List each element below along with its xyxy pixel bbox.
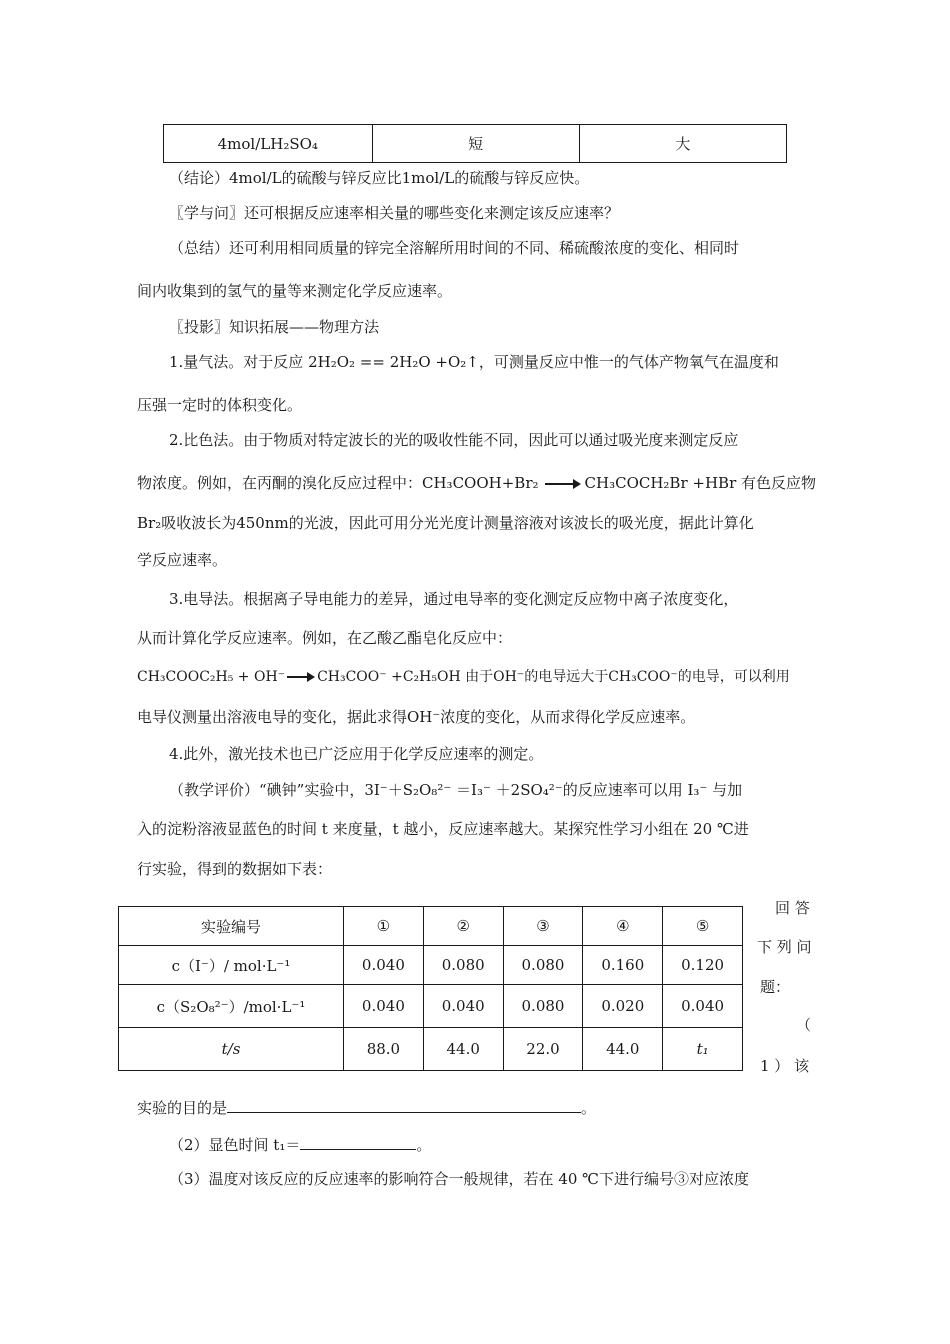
table-row: [119, 985, 743, 1028]
evaluation-line-2: 入的淀粉溶液显蓝色的时间 t 来度量，t 越小，反应速率越大。某探究性学习小组在 20 ℃进: [137, 820, 749, 838]
question-1-text: 实验的目的是: [137, 1099, 228, 1117]
table-cell: 4mol/LH₂SO₄: [164, 125, 373, 163]
table-header-cell: ①: [344, 907, 424, 946]
side-text: 回 答: [775, 899, 810, 917]
table-cell: 44.0: [583, 1028, 663, 1071]
evaluation-line-1: （教学评价）“碘钟”实验中，3I⁻＋S₂O₈²⁻ ＝I₃⁻ ＋2SO₄²⁻的反应速率可以用 I₃⁻ 与加: [169, 781, 743, 799]
table-row: [119, 946, 743, 985]
table-cell: 0.080: [503, 985, 583, 1028]
table-cell: 0.040: [344, 946, 424, 985]
table-header-cell: ③: [503, 907, 583, 946]
method2-line-4: 学反应速率。: [137, 551, 228, 569]
table-cell: 0.080: [423, 946, 503, 985]
method3-line-1: 3.电导法。根据离子导电能力的差异，通过电导率的变化测定反应物中离子浓度变化，: [169, 590, 739, 608]
reaction-reactants: 物浓度。例如，在丙酮的溴化反应过程中：CH₃COOH+Br₂: [137, 474, 539, 492]
table-cell: 大: [579, 125, 786, 163]
table-row-label: c（S₂O₈²⁻）/mol·L⁻¹: [119, 985, 344, 1028]
summary-line-2: 间内收集到的氢气的量等来测定化学反应速率。: [137, 282, 453, 300]
table-cell: 22.0: [503, 1028, 583, 1071]
side-text: （: [796, 1016, 812, 1034]
table-cell: 0.040: [663, 985, 743, 1028]
table-cell: t₁: [663, 1028, 743, 1071]
reaction-arrow-icon: [287, 676, 313, 678]
table-cell: 0.040: [344, 985, 424, 1028]
conclusion-paragraph: （结论）4mol/L的硫酸与锌反应比1mol/L的硫酸与锌反应快。: [169, 169, 590, 187]
method2-line-3: Br₂吸收波长为450nm的光波，因此可用分光光度计测量溶液对该波长的吸光度，据此计算化: [137, 514, 754, 532]
projection-heading: 〖投影〗知识拓展——物理方法: [169, 318, 380, 336]
answer-blank-1[interactable]: [227, 1096, 581, 1113]
side-text: 下 列 问: [757, 938, 812, 956]
iodine-clock-table: [118, 906, 743, 1071]
table-cell: 0.080: [503, 946, 583, 985]
reaction-arrow-icon: [545, 483, 579, 485]
method2-line-2: [137, 471, 816, 495]
table-cell: 0.160: [583, 946, 663, 985]
side-text: 题：: [760, 978, 791, 996]
method2-line-1: 2.比色法。由于物质对特定波长的光的吸收性能不同，因此可以通过吸光度来测定反应: [169, 431, 739, 449]
table-cell: 短: [372, 125, 579, 163]
table-header-row: [119, 907, 743, 946]
table-row-label: c（I⁻）/ mol·L⁻¹: [119, 946, 344, 985]
question-1-line: [137, 1096, 596, 1120]
question-2-end: 。: [416, 1136, 432, 1154]
results-table-top: [163, 124, 787, 163]
method3-line-4: 电导仪测量出溶液电导的变化，据此求得OH⁻浓度的变化，从而求得化学反应速率。: [137, 708, 696, 726]
method1-line-1: 1.量气法。对于反应 2H₂O₂ == 2H₂O +O₂↑，可测量反应中惟一的气体产物氧气在温度和: [169, 353, 779, 371]
question-paragraph: 〖学与问〗还可根据反应速率相关量的哪些变化来测定该反应速率？: [169, 204, 620, 222]
answer-blank-2[interactable]: [300, 1133, 416, 1150]
table-row-label: t/s: [119, 1028, 344, 1071]
side-text: 1 ） 该: [760, 1057, 810, 1075]
evaluation-line-3: 行实验，得到的数据如下表：: [137, 860, 333, 878]
saponification-reactants: CH₃COOC₂H₅ + OH⁻: [137, 669, 286, 685]
table-header-cell: 实验编号: [119, 907, 344, 946]
table-header-cell: ⑤: [663, 907, 743, 946]
table-cell: 88.0: [344, 1028, 424, 1071]
method3-line-2: 从而计算化学反应速率。例如，在乙酸乙酯皂化反应中：: [137, 629, 513, 647]
table-row: [164, 125, 787, 163]
question-2-line: [169, 1133, 431, 1157]
reaction-products: CH₃COCH₂Br +HBr 有色反应物: [584, 474, 817, 492]
table-header-cell: ②: [423, 907, 503, 946]
question-3-line: （3）温度对该反应的反应速率的影响符合一般规律，若在 40 ℃下进行编号③对应浓度: [169, 1170, 749, 1188]
table-cell: 0.040: [423, 985, 503, 1028]
method4-line: 4.此外，激光技术也已广泛应用于化学反应速率的测定。: [169, 745, 544, 763]
question-1-end: 。: [581, 1099, 597, 1117]
table-cell: 0.120: [663, 946, 743, 985]
question-2-text: （2）显色时间 t₁＝: [169, 1136, 301, 1154]
table-header-cell: ④: [583, 907, 663, 946]
table-row: [119, 1028, 743, 1071]
table-cell: 0.020: [583, 985, 663, 1028]
summary-line-1: （总结）还可利用相同质量的锌完全溶解所用时间的不同、稀硫酸浓度的变化、相同时: [169, 239, 740, 257]
table-cell: 44.0: [423, 1028, 503, 1071]
saponification-products: CH₃COO⁻ +C₂H₅OH 由于OH⁻的电导远大于CH₃COO⁻的电导，可以利用: [317, 669, 790, 685]
method1-line-2: 压强一定时的体积变化。: [137, 396, 303, 414]
method3-line-3: [137, 665, 790, 689]
